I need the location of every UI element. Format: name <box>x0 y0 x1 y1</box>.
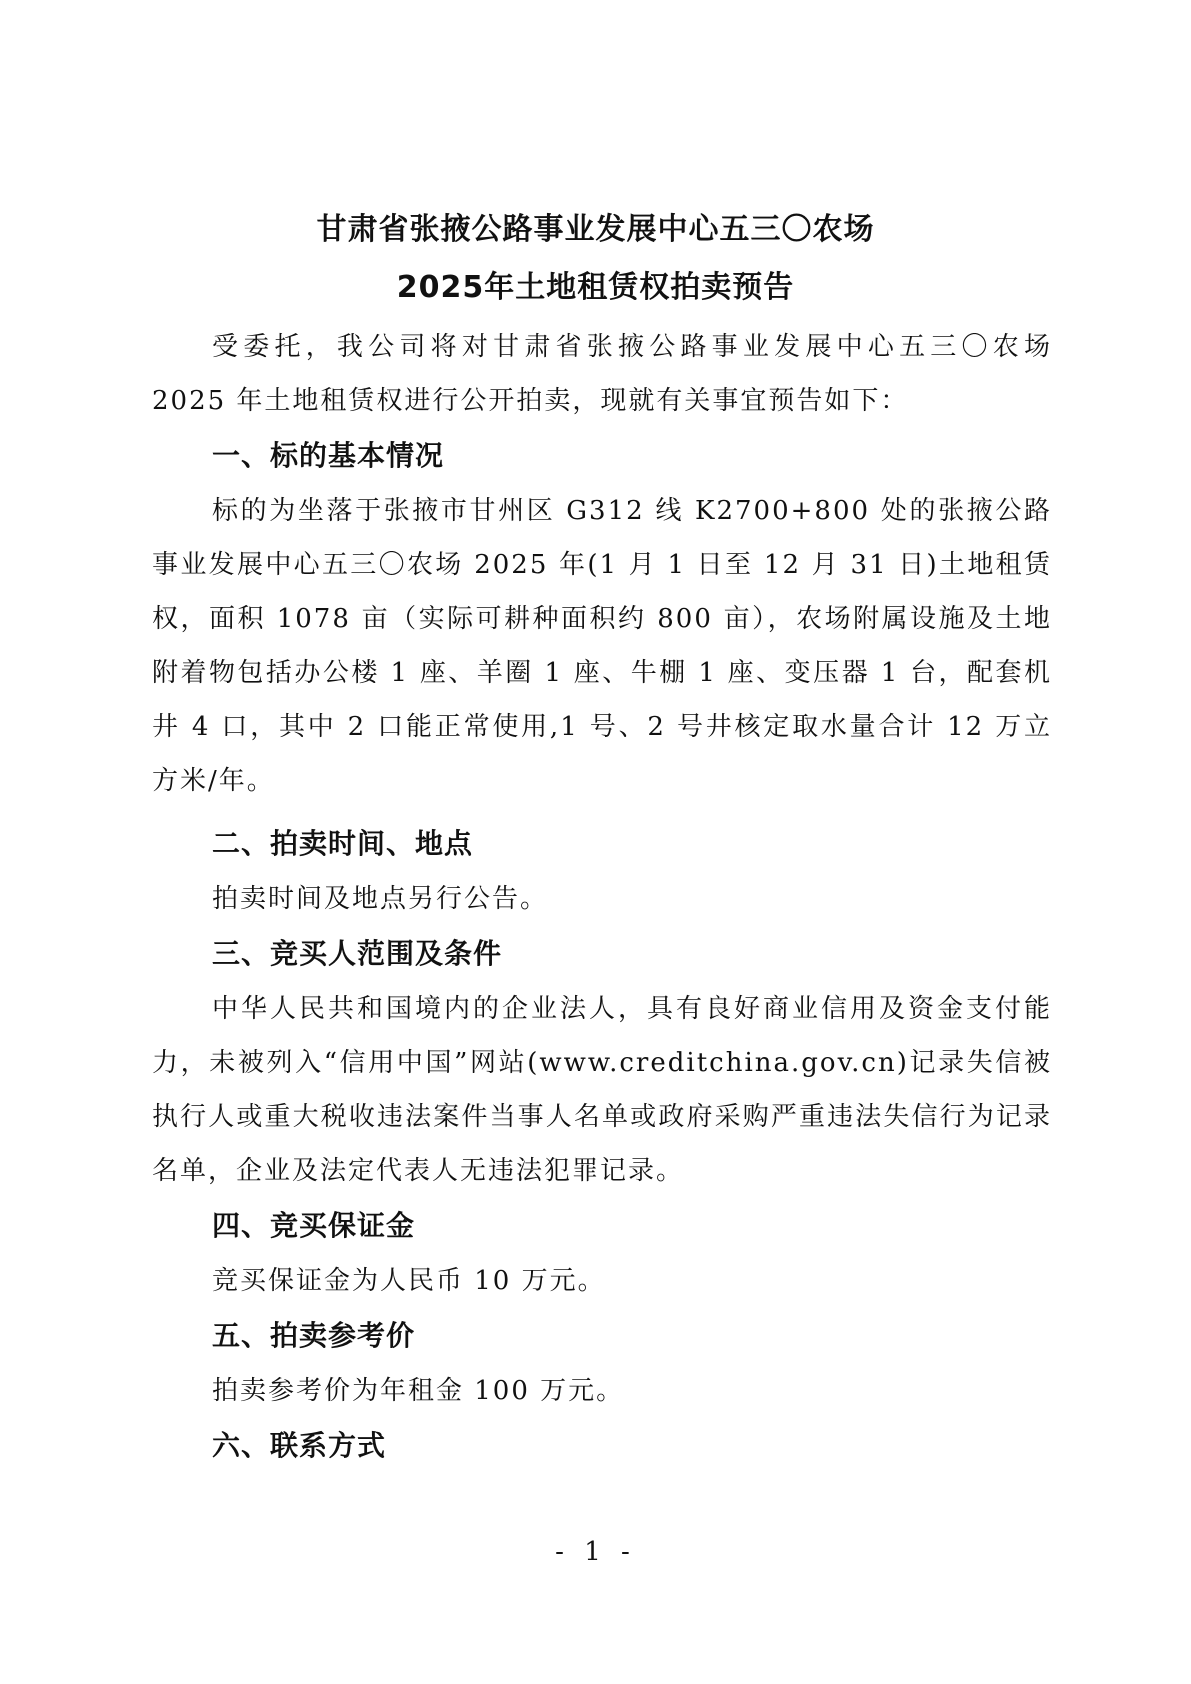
section-body-deposit: 竞买保证金为人民币 10 万元。 <box>212 1266 606 1296</box>
section-heading-basic-info: 一、标的基本情况 <box>212 439 445 472</box>
section-body-time-place: 拍卖时间及地点另行公告。 <box>212 884 549 914</box>
document-title-line2: 2025年土地租赁权拍卖预告 <box>396 270 795 305</box>
page-number: - 1 - <box>555 1537 636 1567</box>
document-title-line1: 甘肃省张掖公路事业发展中心五三〇农场 <box>316 212 875 247</box>
section-heading-reference-price: 五、拍卖参考价 <box>212 1319 416 1352</box>
section-heading-deposit: 四、竞买保证金 <box>212 1209 416 1242</box>
section-heading-time-place: 二、拍卖时间、地点 <box>212 827 474 860</box>
intro-paragraph: 受委托，我公司将对甘肃省张掖公路事业发展中心五三〇农场 2025 年土地租赁权进行公开拍卖，现就有关事宜预告如下： <box>152 332 1052 416</box>
section-body-bidder-conditions: 中华人民共和国境内的企业法人，具有良好商业信用及资金支付能力，未被列入“信用中国”网站(www.creditchina.gov.cn)记录失信被执行人或重大税收违法案件当事人名单或政府采购严重违法失信行为记录名单，企业及法定代表人无违法犯罪记录。 <box>152 994 1052 1186</box>
section-body-reference-price: 拍卖参考价为年租金 100 万元。 <box>212 1376 625 1406</box>
section-heading-contact: 六、联系方式 <box>212 1429 387 1462</box>
document-body <box>152 320 1052 1474</box>
section-heading-bidder-conditions: 三、竞买人范围及条件 <box>212 937 503 970</box>
section-body-basic-info: 标的为坐落于张掖市甘州区 G312 线 K2700+800 处的张掖公路事业发展中心五三〇农场 2025 年(1 月 1 日至 12 月 31 日)土地租赁权，面积 1078 亩（实际可耕种面积约 800 亩），农场附属设施及土地附着物包括办公楼 1 座、羊圈 1 座、牛棚 1 座、变压器 1 台，配套机井 4 口，其中 2 口能正常使用,1 号、2 号井核定取水量合计 12 万立方米/年。 <box>152 496 1052 796</box>
